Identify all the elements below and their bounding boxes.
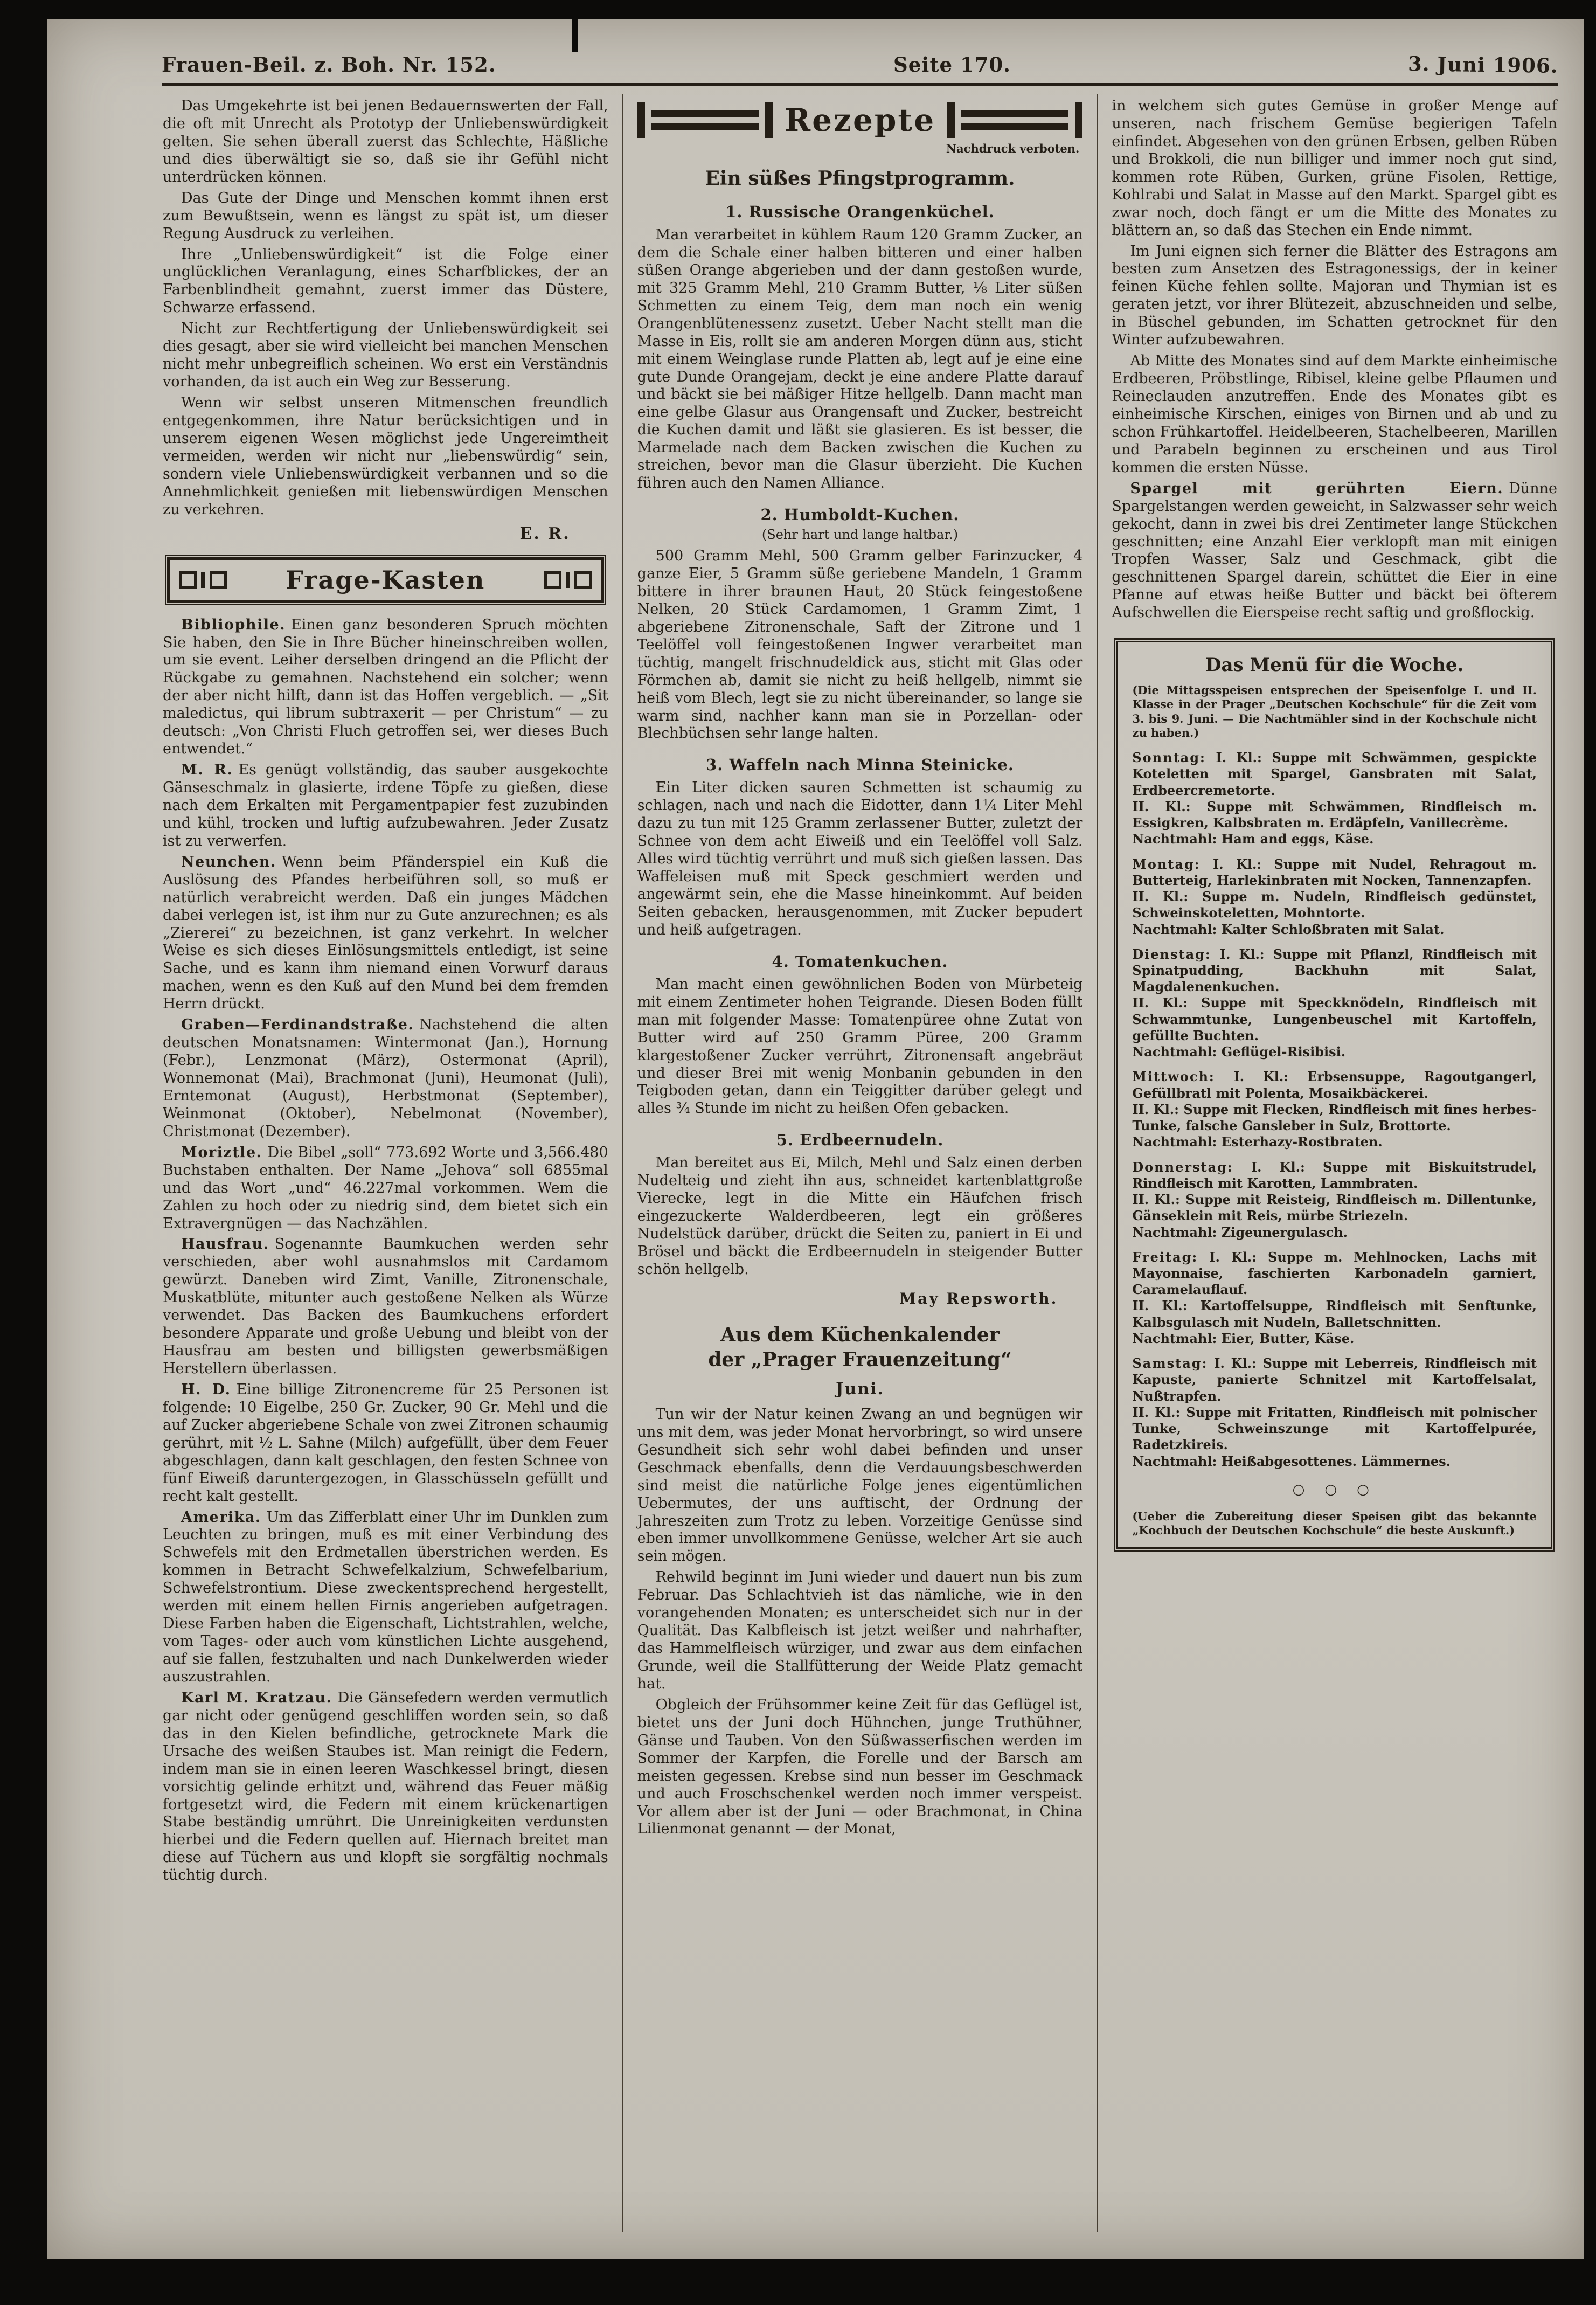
weekly-menu-box [1114, 638, 1555, 1552]
day-label: Dienstag: [1132, 946, 1211, 962]
qa-entry [163, 617, 608, 759]
ornament-bar-icon [765, 102, 773, 138]
ornament-rails-icon [961, 110, 1068, 130]
menu-line: Nachtmahl: Esterhazy-Rostbraten. [1132, 1134, 1383, 1150]
menu-line: Nachtmahl: Ham and eggs, Käse. [1132, 831, 1374, 847]
recipe-text: Man verarbeitet in kühlem Raum 120 Gramm Zucker, an dem die Schale einer halben bitteren und einer halben süßen Orange abgerieben und der dann gestoßen wurde, mit 325 Gramm Mehl, 210 Gramm Butter, ⅛ Liter süßen Schmetten zu einem Teig, dem man noch ein wenig Orangenblütenessenz zusetzt. Ueber Nacht stellt man die Masse in Eis, rollt sie am anderen Morgen dünn aus, sticht mit einem Weinglase runde Platten ab, legt auf je eine eine gute Dunde Orangejam, deckt je eine andere Platte darauf und bäckt sie bei mäßiger Hitze hellgelb. Dann macht man eine gelbe Glasur aus Orangensaft und Zucker, bestreicht die Kuchen damit und läßt sie glasieren. Es ist besser, die Marmelade nach dem Backen zwischen die Kuchen zu streichen, bevor man die Glasur überzieht. Die Kuchen führen auch den Namen Alliance. [637, 226, 1083, 492]
menu-day [1132, 1355, 1537, 1470]
ornament-right-icon [544, 571, 592, 589]
menu-line: Nachtmahl: Eier, Butter, Käse. [1132, 1330, 1355, 1346]
recipe-heading: 1. Russische Orangenküchel. [725, 203, 995, 221]
menu-line: Nachtmahl: Geflügel-Risibisi. [1132, 1044, 1346, 1060]
menu-line: II. Kl.: Suppe mit Flecken, Rindfleisch mit fines herbes-Tunke, falsche Gansleber in Sulz, Brottorte. [1132, 1101, 1537, 1134]
qa-entry [163, 1236, 608, 1378]
qa-lead: H. D. [181, 1381, 231, 1398]
menu-entry: I. Kl.: Suppe mit Biskuitstrudel, Rindfleisch mit Karotten, Lammbraten. [1132, 1159, 1537, 1191]
author-initials: E. R. [519, 524, 571, 543]
recipe-text: Ein Liter dicken sauren Schmetten ist schaumig zu schlagen, nach und nach die Eidotter, dann 1¼ Liter Mehl dazu zu tun mit 125 Gramm zerlassener Butter, zuletzt der Schnee von dem acht Eiweiß und ein Teelöffel voll Salz. Alles wird tüchtig verrührt und muß sich gießen lassen. Das Waffeleisen muß mit Speck geschmiert werden und angewärmt sein, ehe die Masse hineinkommt. Auf beiden Seiten gebacken, herausgenommen, mit Zucker bepudert und heiß aufgetragen. [637, 779, 1083, 938]
page-number: Seite 170. [893, 53, 1011, 77]
qa-text: Die Gänsefedern werden vermutlich gar nicht oder genügend geschliffen worden sein, so daß das in den Kielen befindliche, getrocknete Mark die Ursache des weißen Staubes ist. Man reinigt die Federn, indem man sie in einen leeren Waschkessel bringt, diesen vorsichtig gelinde erhitzt und, während das Feuer mäßig fortgesetzt wird, die Federn mit einem krückenartigen Stabe beständig umrührt. Die Unreinigkeiten verdunsten hierbei und die Federn quellen auf. Hiernach breitet man diese auf Tüchern aus und klopft sie sorgfältig nochmals tüchtig durch. [163, 1689, 608, 1884]
qa-lead: Graben—Ferdinandstraße. [181, 1016, 414, 1034]
day-label: Donnerstag: [1132, 1159, 1233, 1175]
menu-line [1132, 1069, 1537, 1101]
recipe-text: 500 Gramm Mehl, 500 Gramm gelber Farinzucker, 4 ganze Eier, 5 Gramm süße geriebene Mandeln, 1 Gramm bittere in ihrer braunen Haut, 20 Stück feingestoßene Nelken, 20 Stück Cardamomen, 1 Gramm Zimt, 1 abgeriebene Zitronenschale, Saft der Zitrone und 1 Teelöffel voll feingestoßenen Ingwer verarbeitet man tüchtig, mangelt frischnudeldick aus, sticht mit Glas oder Förmchen ab, damit sie nicht zu heiß hellgelb, nimmt sie heiß vom Blech, legt sie zu nicht übereinander, so lange sie warm sind, nachher kann man sie in Porzellan- oder Blechbüchsen sehr lange halten. [637, 548, 1083, 742]
recipe-heading: 5. Erdbeernudeln. [776, 1131, 944, 1150]
qa-entry [163, 1690, 608, 1885]
menu-day [1132, 1069, 1537, 1150]
qa-text: Nachstehend die alten deutschen Monatsnamen: Wintermonat (Jan.), Hornung (Febr.), Lenzmonat (März), Ostermonat (April), Wonnemonat (Mai), Brachmonat (Juni), Heumonat (Juli), Erntemonat (August), Herbstmonat (September), Weinmonat (Oktober), Nebelmonat (November), Christmonat (Dezember). [163, 1016, 608, 1140]
menu-line [1132, 1355, 1537, 1404]
qa-entry [163, 1509, 608, 1686]
ornament-left-icon [179, 571, 227, 589]
copyright-note: Nachdruck verboten. [946, 142, 1080, 155]
menu-entry: I. Kl.: Suppe mit Pflanzl, Rindfleisch mit Spinatpudding, Backhuhn mit Salat, Magdalenenkuchen. [1132, 946, 1537, 995]
left-column [162, 94, 622, 2232]
menu-day [1132, 750, 1537, 847]
section-subtitle-source: der „Prager Frauenzeitung“ [708, 1348, 1012, 1371]
menu-line [1132, 750, 1537, 799]
qa-text: Sogenannte Baumkuchen werden sehr verschieden, aber wohl ausnahmslos mit Cardamom gewürzt. Daneben wird Zimt, Vanille, Zitronenschale, Muskatblüte, mitunter auch gestoßene Nelken als Würze verwendet. Das Backen des Baumkuchens erfordert besondere Apparate und große Uebung und bleibt von der Hausfrau am besten und billigsten gewerbsmäßigen Herstellern überlassen. [163, 1236, 608, 1377]
menu-line: Nachtmahl: Heißabgesottenes. Lämmernes. [1132, 1453, 1451, 1469]
menu-line [1132, 946, 1537, 995]
menu-entry: I. Kl.: Suppe mit Leberreis, Rindfleisch mit Kapuste, panierte Schnitzel mit Kartoffelsalat, Nußtrapfen. [1132, 1355, 1537, 1404]
calendar-paragraph: Ab Mitte des Monates sind auf dem Markte einheimische Erdbeeren, Pröbstlinge, Ribisel, kleine gelbe Pflaumen und Reineclauden anzutreffen. Ende des Monates gibt es einheimische Kirschen, einiges von Birnen und ab und zu schon Frühkartoffel. Heidelbeeren, Stachelbeeren, Marillen und Parabeln beginnen zu erscheinen und aus Tirol kommen die ersten Nüsse. [1112, 352, 1558, 476]
recipe-inline [1112, 480, 1557, 622]
day-label: Samstag: [1132, 1355, 1208, 1372]
qa-entry [163, 1144, 608, 1233]
menu-line [1132, 1249, 1537, 1298]
qa-entry [163, 1016, 608, 1141]
qa-lead: Karl M. Kratzau. [181, 1689, 332, 1706]
recipe-heading: 3. Waffeln nach Minna Steinicke. [706, 756, 1014, 774]
qa-text: Einen ganz besonderen Spruch möchten Sie haben, den Sie in Ihre Bücher hineinschreiben wollen, um sie event. Leiher derselben dringend an die Pflicht der Rückgabe zu gemahnen. Nachstehend ein solcher; wenn der aber nicht hilft, dann ist das Hoffen vergeblich. — „Sit maledictus, qui librum subtraxerit — per Christum“ — zu deutsch: „Von Christi Fluch getroffen sei, wer dieses Buch entwendet.“ [163, 616, 608, 758]
menu-intro-note: (Die Mittagsspeisen entsprechen der Speisenfolge I. und II. Klasse in der Prager „Deutschen Kochschule“ für die Zeit vom 3. bis 9. Juni. — Die Nachtmähler sind in der Kochschule nicht zu haben.) [1132, 683, 1537, 739]
ornament-separator: ○ ○ ○ [1292, 1481, 1377, 1498]
scanned-newspaper-page [47, 19, 1584, 2259]
frage-kasten-header [167, 557, 604, 603]
article-paragraph: Nicht zur Rechtfertigung der Unliebenswürdigkeit sei dies gesagt, aber sie wird vielleicht bei manchen Menschen nicht mehr unbegreiflich scheinen. Wo erst ein Verständnis vorhanden, da ist auch ein Weg zur Besserung. [163, 320, 608, 391]
section-title-rezepte: Rezepte [784, 102, 936, 139]
publication-title: Frauen-Beil. z. Boh. Nr. 152. [162, 53, 496, 77]
qa-lead: M. R. [181, 762, 233, 779]
menu-day [1132, 1159, 1537, 1241]
menu-title: Das Menü für die Woche. [1205, 654, 1464, 676]
section-title-kitchen-calendar: Aus dem Küchenkalender [720, 1323, 1000, 1346]
qa-entry [163, 1381, 608, 1506]
issue-date: 3. Juni 1906. [1408, 52, 1559, 78]
day-label: Montag: [1132, 856, 1201, 872]
page-content [162, 53, 1558, 2239]
article-paragraph: Das Gute der Dinge und Menschen kommt ihnen erst zum Bewußtsein, wenn es längst zu spät ist, um dieser Regung Ausdruck zu verleihen. [163, 189, 608, 242]
menu-line: II. Kl.: Suppe m. Nudeln, Rindfleisch gedünstet, Schweinskoteletten, Mohntorte. [1132, 889, 1537, 921]
right-column [1098, 94, 1558, 2232]
menu-day [1132, 1249, 1537, 1347]
day-label: Freitag: [1132, 1249, 1198, 1265]
calendar-paragraph: Tun wir der Natur keinen Zwang an und begnügen wir uns mit dem, was jeder Monat hervorbringt, so wird unsere Gesundheit sich sehr wohl dabei befinden und unser Geschmack ebenfalls, denn die Verdauungsbeschwerden sind meist die natürliche Folge jenes eigentümlichen Uebermutes, der uns auftischt, der Ordnung der Jahreszeiten zum Trotz zu leben. Vorzeitige Genüsse sind eben immer unvollkommene Genüsse, welcher Art sie auch sein mögen. [637, 1406, 1083, 1565]
calendar-paragraph: Im Juni eignen sich ferner die Blätter des Estragons am besten zum Ansetzen des Estragonessigs, der in keiner feinen Küche fehlen sollte. Majoran und Thymian ist es geraten jetzt, vor ihrer Blütezeit, abzuschneiden und selbe, in Büschel gebunden, im Schatten getrocknet für den Winter aufzubewahren. [1112, 243, 1558, 349]
columns [162, 94, 1558, 2232]
qa-text: Eine billige Zitronencreme für 25 Personen ist folgende: 10 Eigelbe, 250 Gr. Zucker, 90 Gr. Mehl und die auf Zucker abgeriebene Schale von zwei Zitronen schaumig gerührt, mit ½ L. Sahne (Milch) aufgefüllt, über dem Feuer abgeschlagen, dann kalt geschlagen, den festen Schnee von fünf Eiweiß daruntergezogen, in Glasschüsseln gefüllt und recht kalt gestellt. [163, 1381, 608, 1505]
menu-entry: I. Kl.: Suppe mit Nudel, Rehragout m. Butterteig, Harlekinbraten mit Nocken, Tannenzapfen. [1132, 856, 1537, 888]
article-title: Ein süßes Pfingstprogramm. [705, 167, 1015, 190]
menu-day [1132, 856, 1537, 938]
menu-line: Nachtmahl: Kalter Schloßbraten mit Salat. [1132, 921, 1445, 937]
qa-text: Die Bibel „soll“ 773.692 Worte und 3,566.480 Buchstaben enthalten. Der Name „Jehova“ soll 6855mal und das Wort „und“ 46.227mal vorkommen. Wem die Zahlen zu hoch oder zu niedrig sind, dem bietet sich ein Extravergnügen — das Nachzählen. [163, 1144, 608, 1232]
menu-line [1132, 1159, 1537, 1192]
qa-lead: Bibliophile. [181, 616, 286, 633]
menu-entry: I. Kl.: Suppe m. Mehlnocken, Lachs mit Mayonnaise, faschierten Karbonadeln garniert, Caramelauflauf. [1132, 1249, 1537, 1298]
qa-lead: Moriztle. [181, 1144, 262, 1161]
menu-footnote: (Ueber die Zubereitung dieser Speisen gibt das bekannte „Kochbuch der Deutschen Kochschule“ die beste Auskunft.) [1132, 1509, 1537, 1538]
article-paragraph: Ihre „Unliebenswürdigkeit“ ist die Folge einer unglücklichen Veranlagung, eines Scharfblickes, der an Farbenblindheit gemahnt, zuerst immer das Düstere, Schwarze erfassend. [163, 246, 608, 316]
recipe-text: Man macht einen gewöhnlichen Boden von Mürbeteig mit einem Zentimeter hohen Teigrande. Diesen Boden füllt man mit folgender Masse: Tomatenpüree ohne Zutat von Butter wird auf 250 Gramm Püree, 200 Gramm klargestoßener Zucker verrührt, Zitronensaft angebräut und dieser Brei mit wenig Monbanin gebunden in den Teigboden getan, dann ein Teiggitter darüber gelegt und alles ¾ Stunde im nicht zu heißen Ofen gebacken. [637, 975, 1083, 1117]
menu-day [1132, 946, 1537, 1061]
qa-text: Wenn beim Pfänderspiel ein Kuß die Auslösung des Pfandes herbeiführen soll, so muß er natürlich verabreicht werden. Daß ein junges Mädchen dabei verlegen ist, ist ihm nur zu Gute anzurechnen; es als „Ziererei“ zu bezeichnen, ist ganz verkehrt. In welcher Weise es sich dieses Einlösungsmittels entledigt, ist seine Sache, und es kann ihm niemand einen Vorwurf daraus machen, wenn es den Kuß auf den Mund bei dem fremden Herrn drückt. [163, 853, 608, 1013]
qa-entry [163, 762, 608, 850]
calendar-paragraph: Obgleich der Frühsommer keine Zeit für das Geflügel ist, bietet uns der Juni doch Hühnchen, junge Truthühner, Gänse und Tauben. Von den Süßwasserfischen werden im Sommer der Karpfen, die Forelle und der Barsch am meisten gegessen. Krebse sind nun besser im Geschmack und auch Froschschenkel werden noch immer verspeist. Vor allem aber ist der Juni — oder Brachmonat, in China Lilienmonat genannt — der Monat, [637, 1696, 1083, 1838]
day-label: Mittwoch: [1132, 1069, 1215, 1085]
recipe-note: (Sehr hart und lange haltbar.) [761, 527, 959, 543]
article-paragraph: Wenn wir selbst unseren Mitmenschen freundlich entgegenkommen, ihre Natur berücksichtigen und in unserem eigenen Wesen möglichst jede Ungereimtheit vermeiden, werden wir nicht nur „liebenswürdig“ sein, sondern viele Unliebenswürdigkeit verbannen und so die Annehmlichkeit genießen mit liebenswürdigen Menschen zu verkehren. [163, 394, 608, 518]
recipe-heading: 2. Humboldt-Kuchen. [760, 506, 960, 524]
menu-line: II. Kl.: Suppe mit Reisteig, Rindfleisch m. Dillentunke, Gänseklein mit Reis, mürbe Striezeln. [1132, 1192, 1537, 1224]
scan-artifact [572, 0, 578, 52]
article-paragraph: Das Umgekehrte ist bei jenen Bedauernswerten der Fall, die oft mit Unrecht als Prototyp der Unliebenswürdigkeit gelten. Sie sehen überall zuerst das Schlechte, Häßliche und dies überwältigt sie so, daß sie ihr Gefühl nicht unterdrücken können. [163, 98, 608, 185]
ornament-rails-icon [651, 110, 759, 130]
recipe-text: Man bereitet aus Ei, Milch, Mehl und Salz einen derben Nudelteig und zieht ihn aus, schneidet kartenblattgroße Vierecke, legt in die Mitte ein Häufchen frisch eingezuckerte Walderdbeeren, legt ein größeres Nudelstück darüber, drückt die Seiten zu, paniert in Ei und Brösel und bäckt die Erdbeernudeln in steigender Butter schön hellgelb. [637, 1154, 1083, 1278]
calendar-paragraph-continued: in welchem sich gutes Gemüse in großer Menge auf unseren, nach frischem Gemüse begierigen Tafeln einfindet. Abgesehen von den grünen Erbsen, gelben Rüben und Brokkoli, die nun billiger und immer noch gut sind, kommen rote Rüben, Gurken, grüne Fisolen, Rettige, Kohlrabi und Salat in Masse auf den Markt. Spargel gibt es zwar noch, doch fängt er um die Mitte des Monates zu blättern an, so daß das Stechen ein Ende nimmt. [1112, 98, 1558, 239]
menu-entry: I. Kl.: Suppe mit Schwämmen, gespickte Koteletten mit Spargel, Gansbraten mit Salat, Erdbeercremetorte. [1132, 750, 1537, 798]
recipe-inline-lead: Spargel mit gerührten Eiern. [1130, 480, 1504, 497]
menu-line: II. Kl.: Suppe mit Fritatten, Rindfleisch mit polnischer Tunke, Schweinszunge mit Kartoffelpurée, Radetzkireis. [1132, 1404, 1537, 1453]
rezepte-header [637, 102, 1083, 139]
qa-lead: Neunchen. [181, 853, 276, 870]
month-heading: Juni. [836, 1379, 884, 1399]
day-label: Sonntag: [1132, 750, 1206, 766]
masthead [162, 53, 1558, 86]
ornament-bar-icon [947, 102, 955, 138]
menu-line: II. Kl.: Kartoffelsuppe, Rindfleisch mit Senftunke, Kalbsgulasch mit Nudeln, Balletschnitten. [1132, 1298, 1537, 1330]
qa-lead: Amerika. [181, 1508, 261, 1526]
menu-line: II. Kl.: Suppe mit Speckknödeln, Rindfleisch mit Schwammtunke, Lungenbeuschel mit Kartoffeln, gefüllte Buchten. [1132, 995, 1537, 1043]
menu-entry: I. Kl.: Erbsensuppe, Ragoutgangerl, Gefüllbratl mit Polenta, Mosaikbäckerei. [1132, 1069, 1537, 1101]
calendar-paragraph: Rehwild beginnt im Juni wieder und dauert nun bis zum Februar. Das Schlachtvieh ist das nämliche, wie in den vorangehenden Monaten; es unterscheidet sich nur in der Qualität. Das Kalbfleisch ist jetzt weißer und nahrhafter, das Hammelfleisch würziger, und zwar aus dem einfachen Grunde, weil die Stallfütterung der Weide Platz gemacht hat. [637, 1569, 1083, 1692]
qa-entry [163, 854, 608, 1013]
author-name: May Repsworth. [899, 1289, 1058, 1307]
middle-column [623, 94, 1097, 2232]
recipe-heading: 4. Tomatenkuchen. [772, 952, 948, 971]
ornament-bar-icon [637, 102, 645, 138]
recipe-inline-text: Dünne Spargelstangen werden geweicht, in Salzwasser sehr weich gekocht, dann in zwei bis drei Zentimeter lange Stückchen geschnitten; eine Anzahl Eier verklopft man mit einigen Tropfen Wasser, Salz und Geschmack, gibt die geschnittenen Spargel darein, schüttet die Eier in eine Pfanne auf etwas heiße Butter und bäckt bei öfterem Aufschwellen die Eierspeise recht saftig und großflockig. [1112, 480, 1558, 621]
qa-text: Um das Zifferblatt einer Uhr im Dunklen zum Leuchten zu bringen, muß es mit einer Verbindung des Schwefels mit den Erdmetallen überstrichen werden. Es kommen in Betracht Schwefelkalzium, Schwefelbarium, Schwefelstrontium. Diese zweckentsprechend hergestellt, werden mit einem hellen Firnis angerieben aufgetragen. Diese Farben haben die Eigenschaft, Lichtstrahlen, welche, vom Tages- oder auch vom künstlichen Lichte ausgehend, auf sie fallen, festzuhalten und nach Dunkelwerden wieder auszustrahlen. [163, 1508, 608, 1685]
menu-line: II. Kl.: Suppe mit Schwämmen, Rindfleisch m. Essigkren, Kalbsbraten m. Erdäpfeln, Vanillecrème. [1132, 798, 1537, 831]
section-title-frage-kasten: Frage-Kasten [286, 565, 485, 594]
menu-line [1132, 856, 1537, 889]
qa-lead: Hausfrau. [181, 1236, 269, 1253]
menu-line: Nachtmahl: Zigeunergulasch. [1132, 1224, 1348, 1240]
qa-text: Es genügt vollständig, das sauber ausgekochte Gänseschmalz in glasierte, irdene Töpfe zu gießen, diese nach dem Erkalten mit Pergamentpapier fest zuzubinden und kühl, trocken und luftig aufzubewahren. Jeder Zusatz ist zu verwerfen. [163, 762, 608, 849]
ornament-bar-icon [1075, 102, 1082, 138]
